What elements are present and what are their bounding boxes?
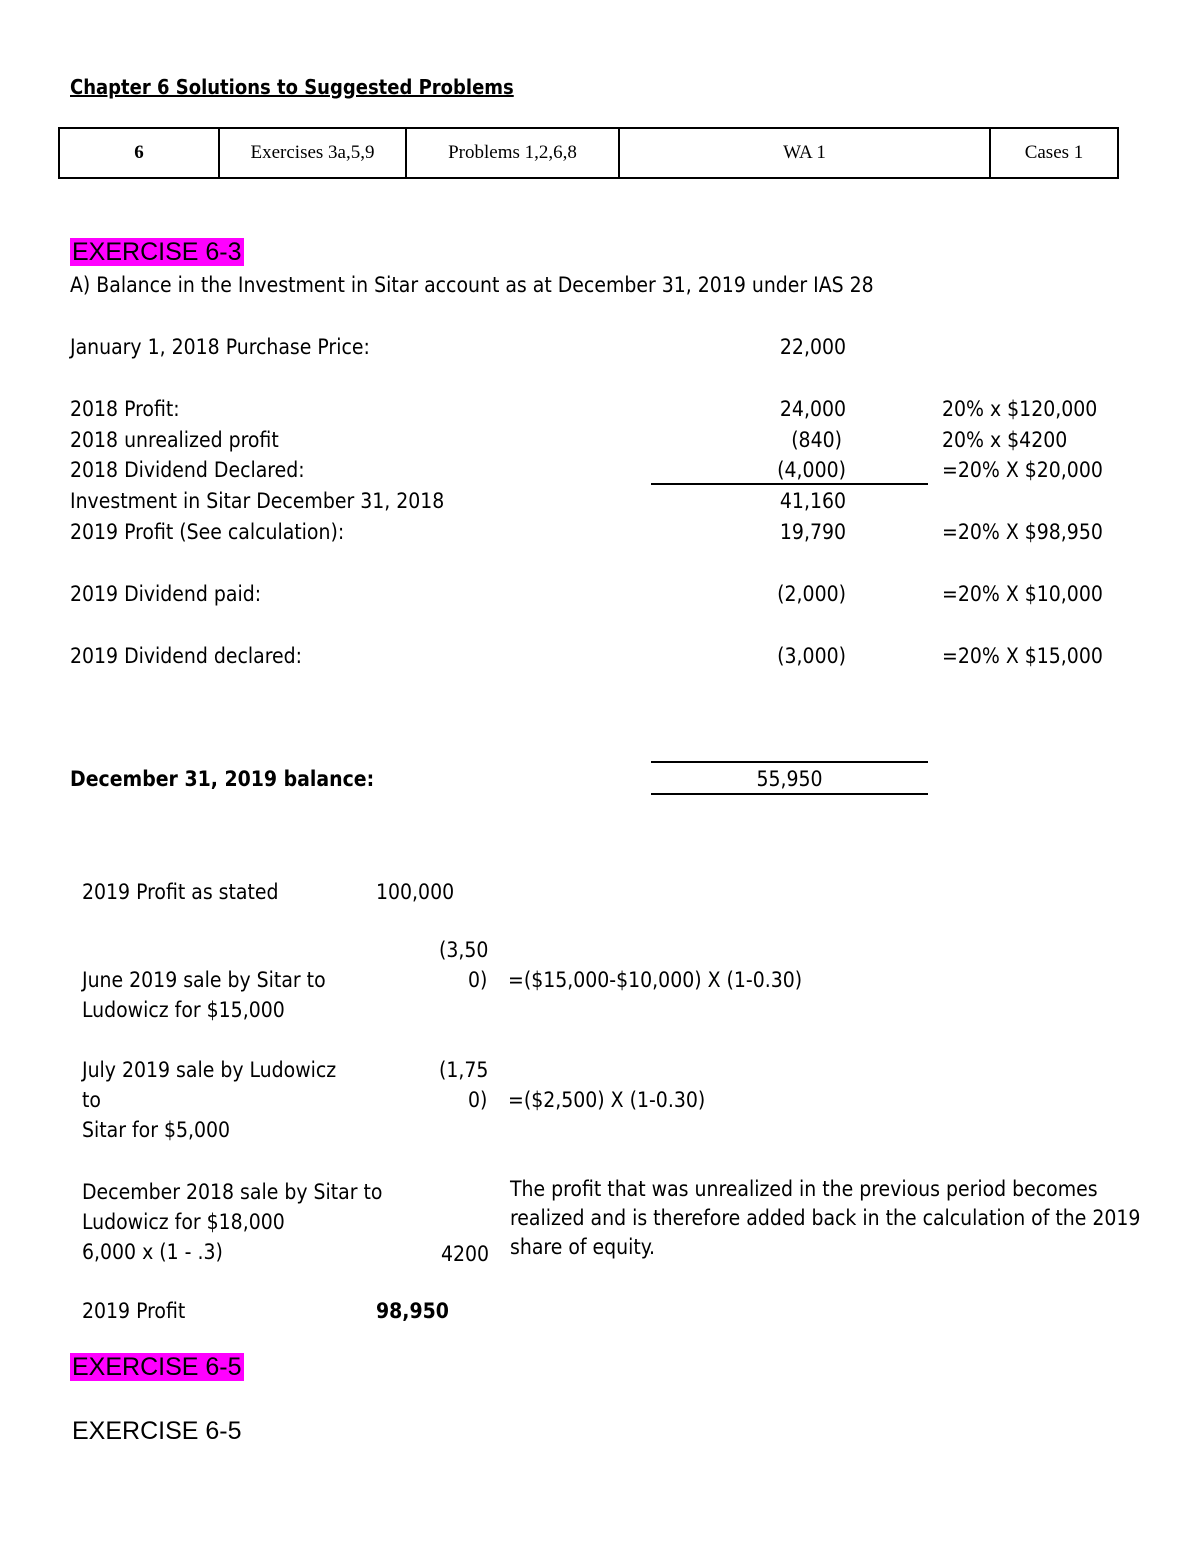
row-note-2018-profit: 20% x $120,000 (942, 397, 1098, 421)
calc-label-june-line1: June 2019 sale by Sitar to (82, 968, 326, 992)
row-amount-investment-2018: 41,160 (779, 489, 846, 513)
row-label-2019-dividend-declared: 2019 Dividend declared: (70, 644, 303, 668)
row-note-2019-profit: =20% X $98,950 (942, 520, 1103, 544)
exercise-6-5-heading-highlighted: EXERCISE 6-5 (72, 1353, 242, 1381)
calc-formula-july: =($2,500) X (1-0.30) (508, 1088, 706, 1112)
balance-bottom-rule (651, 793, 928, 795)
exercise-6-3-subtitle: A) Balance in the Investment in Sitar account as at December 31, 2019 under IAS 28 (70, 273, 874, 297)
row-amount-2019-dividend-declared: (3,000) (777, 644, 846, 668)
row-amount-2019-dividend-paid: (2,000) (777, 582, 846, 606)
row-label-2019-dividend-paid: 2019 Dividend paid: (70, 582, 262, 606)
row-note-2019-dividend-declared: =20% X $15,000 (942, 644, 1103, 668)
calc-amount-december: 4200 (441, 1242, 490, 1266)
row-label-2019-profit: 2019 Profit (See calculation): (70, 520, 345, 544)
row-note-2018-unrealized: 20% x $4200 (942, 428, 1068, 452)
row-amount-2018-dividend: (4,000) (777, 458, 846, 482)
row-label-2018-unrealized: 2018 unrealized profit (70, 428, 279, 452)
calc-label-june-line2: Ludowicz for $15,000 (82, 998, 285, 1022)
calc-label-total: 2019 Profit (82, 1299, 186, 1323)
row-label-investment-2018: Investment in Sitar December 31, 2018 (70, 489, 445, 513)
calc-label-july-line2: to (82, 1088, 101, 1112)
balance-top-rule (651, 761, 928, 763)
calc-label-december-line2: Ludowicz for $18,000 (82, 1210, 285, 1234)
calc-note-december: The profit that was unrealized in the previous period becomes realized and is therefore added back in the calculation of the 2019 share of equity. (510, 1177, 1141, 1259)
calc-label-july-line3: Sitar for $5,000 (82, 1118, 231, 1142)
calc-amount-june-line2: 0) (468, 968, 488, 992)
exercise-6-5-heading: EXERCISE 6-5 (72, 1417, 242, 1445)
calc-amount-total: 98,950 (376, 1299, 449, 1323)
table-cell-wa: WA 1 (619, 128, 990, 178)
calc-amount-june-line1: (3,50 (439, 938, 489, 962)
table-cell-problems: Problems 1,2,6,8 (406, 128, 619, 178)
row-amount-2018-profit: 24,000 (779, 397, 846, 421)
row-label-2018-profit: 2018 Profit: (70, 397, 180, 421)
calc-amount-july-line1: (1,75 (439, 1058, 489, 1082)
assignment-table (58, 127, 1119, 179)
row-amount-purchase-price: 22,000 (779, 335, 846, 359)
calc-label-stated: 2019 Profit as stated (82, 880, 279, 904)
calc-amount-stated: 100,000 (376, 880, 455, 904)
table-cell-cases: Cases 1 (990, 128, 1118, 178)
row-amount-2018-unrealized: (840) (791, 428, 842, 452)
balance-label: December 31, 2019 balance: (70, 767, 375, 791)
balance-amount: 55,950 (756, 767, 823, 791)
subtotal-rule (651, 483, 928, 485)
row-note-2019-dividend-paid: =20% X $10,000 (942, 582, 1103, 606)
row-label-2018-dividend: 2018 Dividend Declared: (70, 458, 305, 482)
table-cell-chapter: 6 (59, 128, 219, 178)
row-label-purchase-price: January 1, 2018 Purchase Price: (70, 335, 370, 359)
table-row (59, 128, 1118, 178)
calc-label-december-line3: 6,000 x (1 - .3) (82, 1240, 223, 1264)
calc-formula-june: =($15,000-$10,000) X (1-0.30) (508, 968, 803, 992)
exercise-6-3-heading: EXERCISE 6-3 (72, 238, 242, 266)
row-amount-2019-profit: 19,790 (779, 520, 846, 544)
calc-label-july-line1: July 2019 sale by Ludowicz (82, 1058, 337, 1082)
chapter-title: Chapter 6 Solutions to Suggested Problems (70, 75, 514, 99)
calc-amount-july-line2: 0) (468, 1088, 488, 1112)
calc-label-december-line1: December 2018 sale by Sitar to (82, 1180, 383, 1204)
row-note-2018-dividend: =20% X $20,000 (942, 458, 1103, 482)
table-cell-exercises: Exercises 3a,5,9 (219, 128, 406, 178)
